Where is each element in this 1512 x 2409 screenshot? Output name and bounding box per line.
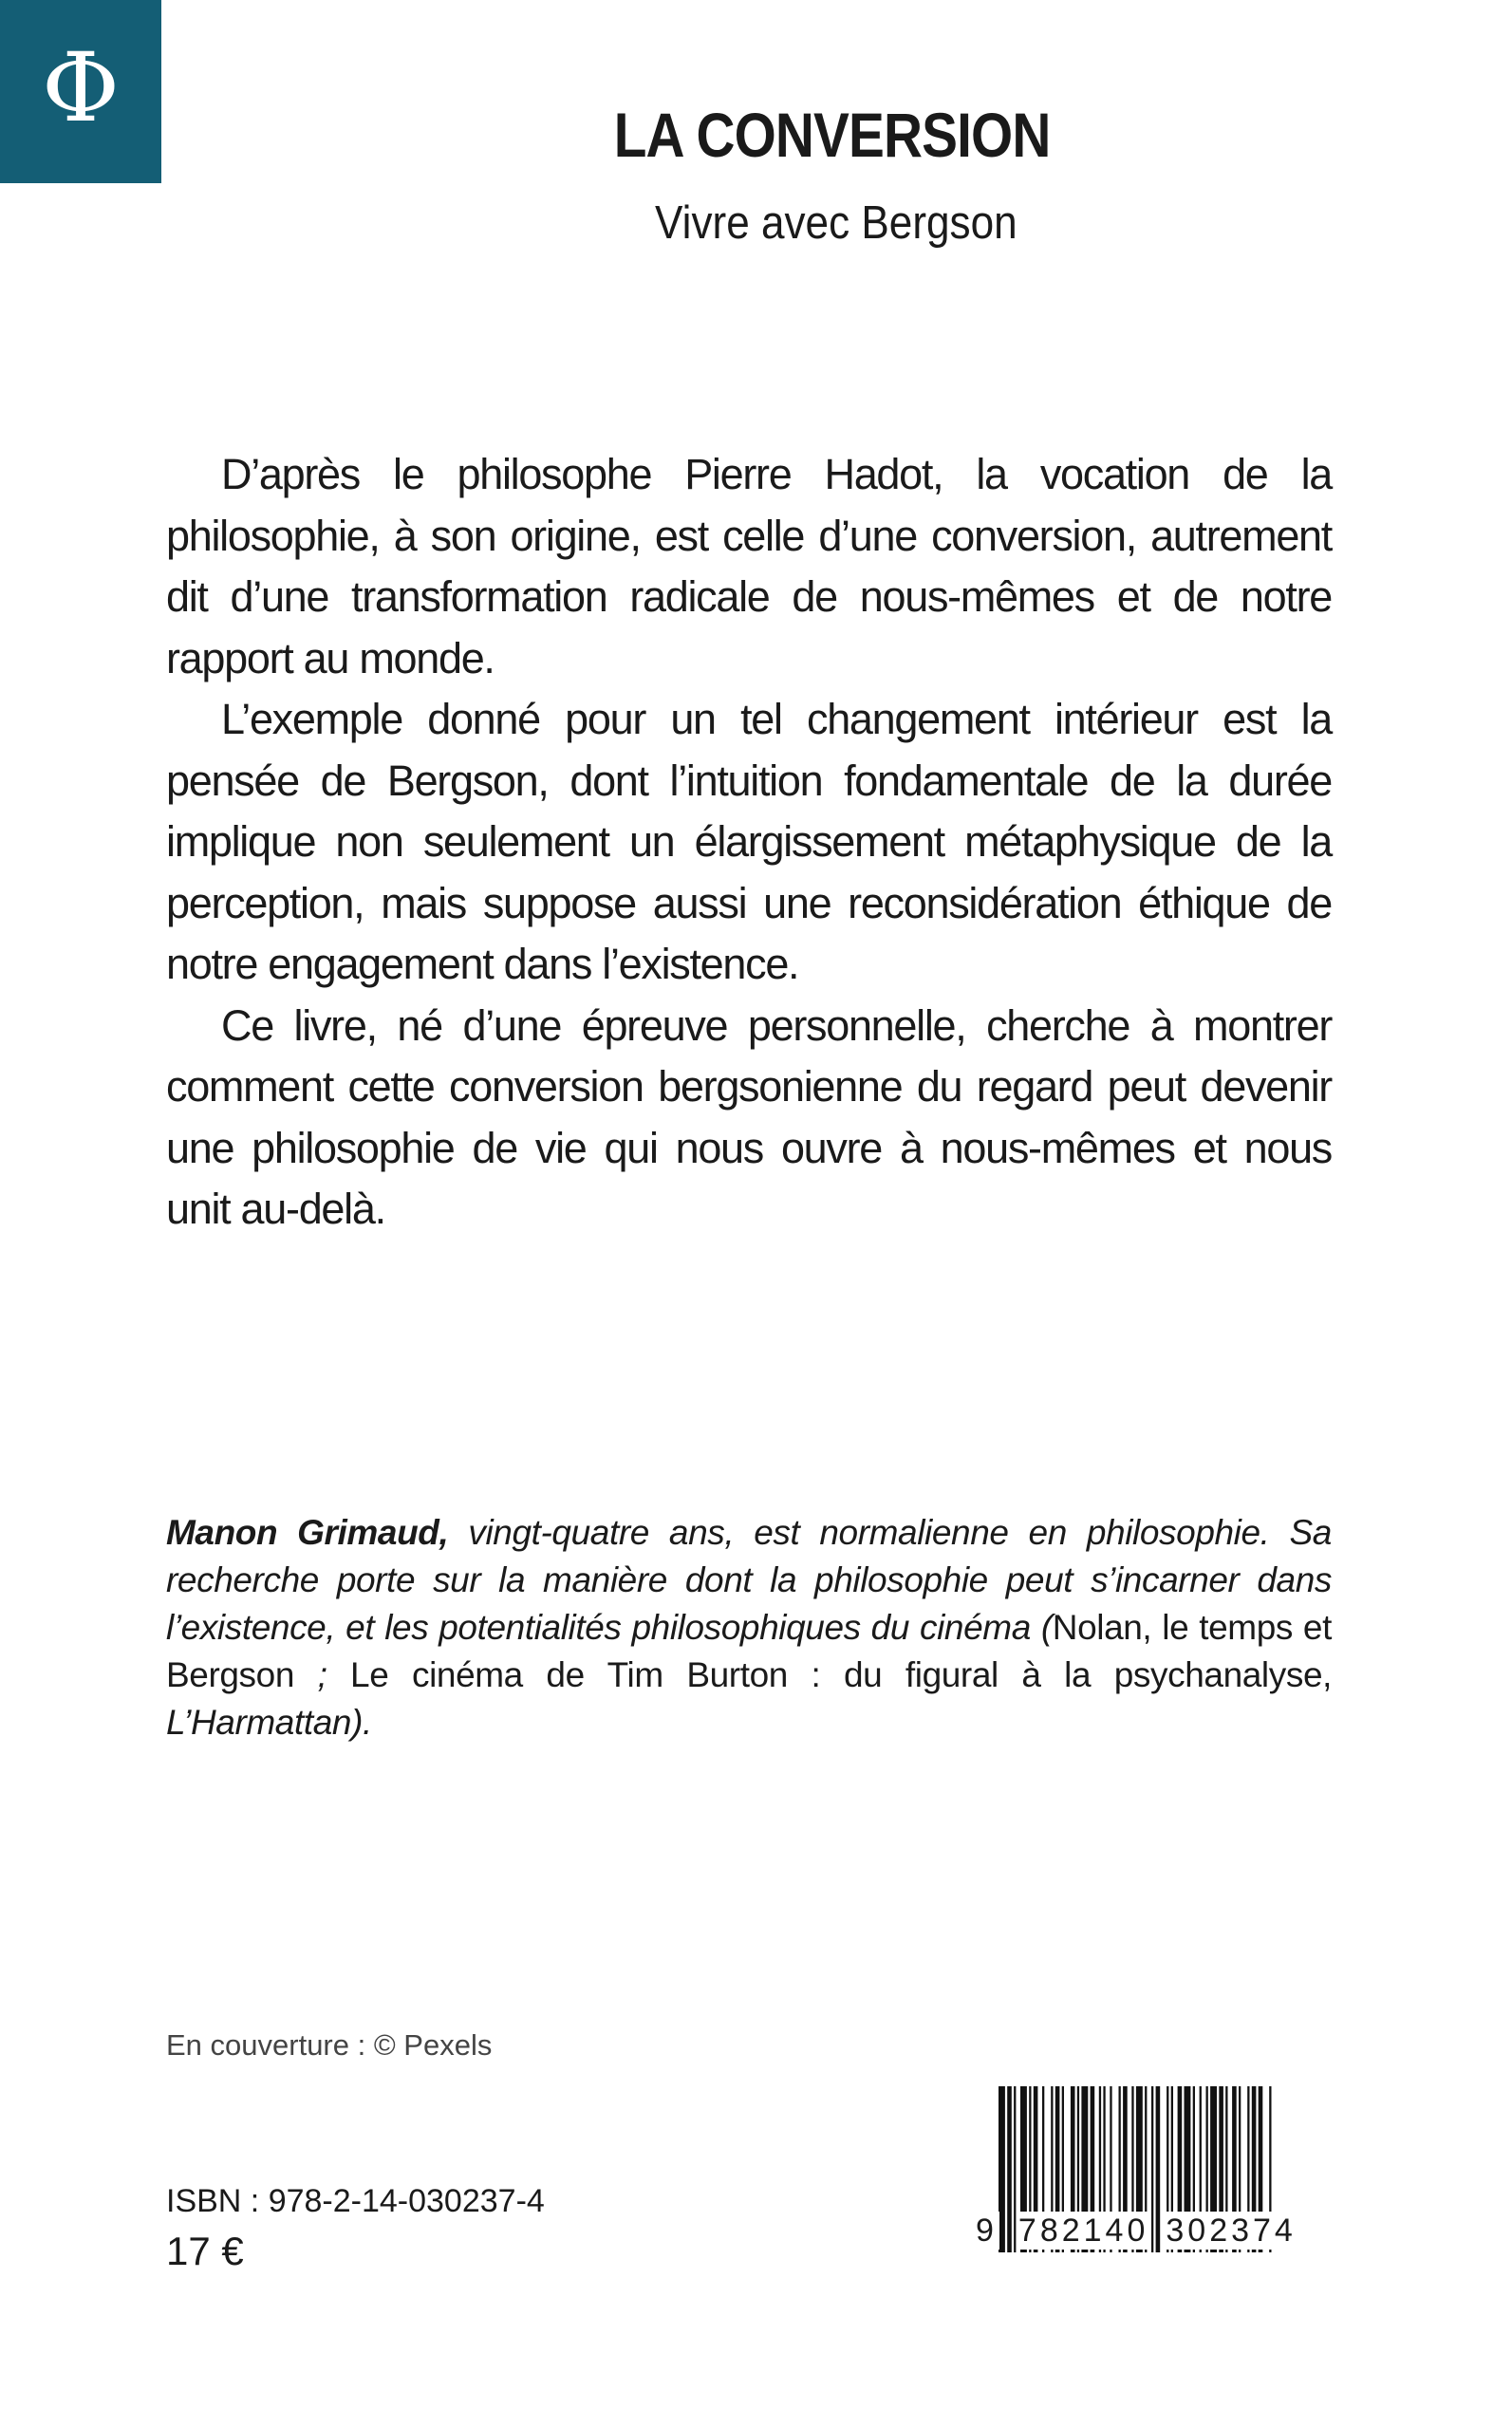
- barcode-digits: [978, 2212, 1338, 2250]
- price: 17 €: [166, 2229, 244, 2273]
- blurb-paragraph: Ce livre, né d’une épreuve personnelle, cherche à montrer comment cette conversion bergsonienne du regard peut devenir une philosophie de vie qui nous ouvre à nous-mêmes et nous unit au-delà.: [166, 1000, 1332, 1233]
- author-name: Manon Grimaud,: [166, 1513, 449, 1552]
- book-title: LA CONVERSION: [613, 100, 1051, 170]
- bio-work-title: Nolan, le temps et Bergson: [166, 1608, 1332, 1694]
- cover-credit: En couverture : © Pexels: [166, 2028, 493, 2062]
- author-bio: [166, 1509, 1332, 1746]
- barcode-left-digits: 782140: [1017, 2213, 1149, 2249]
- bio-separator: ;: [294, 1655, 351, 1694]
- book-subtitle: Vivre avec Bergson: [655, 197, 1017, 249]
- barcode-right-digits: 302374: [1166, 2213, 1297, 2249]
- bio-publisher: L’Harmattan).: [166, 1703, 372, 1742]
- bio-text: vingt-quatre ans, est normalienne en philosophie. Sa recherche porte sur la manière dont la philosophie peut s’incarner dans l’existence, et les potentialités philosophiques du cinéma (: [166, 1513, 1332, 1647]
- isbn: ISBN : 978-2-14-030237-4: [166, 2183, 545, 2219]
- blurb-paragraph: L’exemple donné pour un tel changement intérieur est la pensée de Bergson, dont l’intuition fondamentale de la durée implique non seulement un élargissement métaphysique de la perception, mais suppose aussi une reconsidération éthique de notre engagement dans l’existence.: [166, 695, 1332, 988]
- phi-logo-icon: Φ: [42, 31, 120, 143]
- barcode-first-digit: 9: [976, 2213, 998, 2249]
- blurb-paragraph: D’après le philosophe Pierre Hadot, la vocation de la philosophie, à son origine, est celle d’une conversion, autrement dit d’une transformation radicale de nous-mêmes et de notre rapport au monde.: [166, 450, 1332, 682]
- bio-work-title: Le cinéma de Tim Burton : du figural à la psychanalyse,: [350, 1655, 1332, 1694]
- blurb: [166, 444, 1332, 1241]
